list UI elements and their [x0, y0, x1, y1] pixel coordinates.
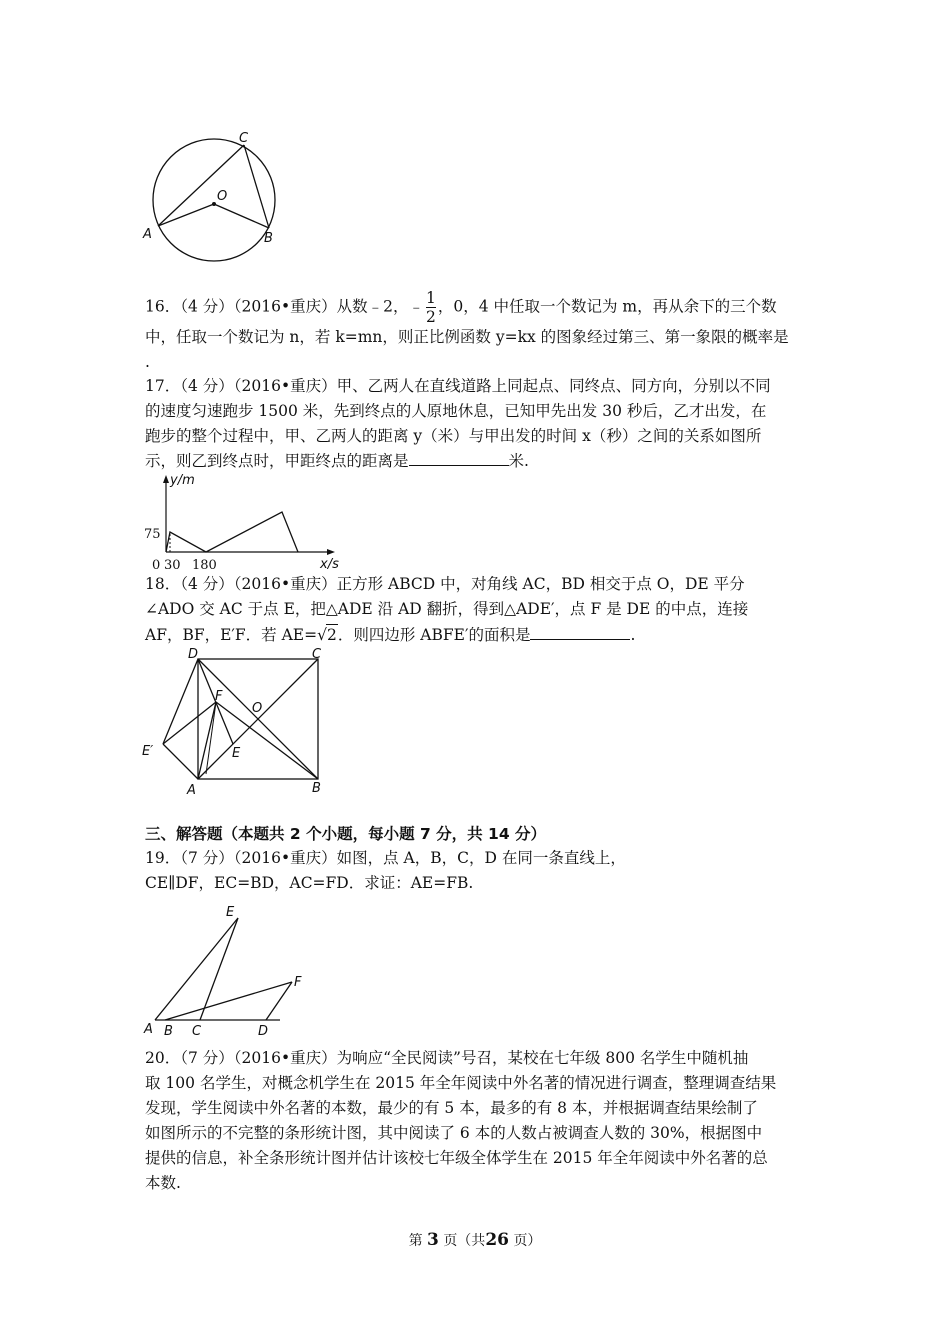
y-tick-75: 75	[144, 527, 161, 542]
fraction-one-half: $\frac{1}{2}$	[425, 289, 436, 326]
q18-line2: ∠ADO 交 AC 于点 E，把△ADE 沿 AD 翻折，得到△ADE′，点 F 是 DE 的中点，连接	[145, 600, 749, 618]
label-c: C	[192, 1024, 202, 1039]
page-total: 26	[485, 1230, 509, 1250]
label-e-prime: E′	[142, 744, 154, 759]
q20-line2: 取 100 名学生，对概念机学生在 2015 年全年阅读中外名著的情况进行调查，整理调查结果	[145, 1074, 777, 1092]
figure-q18-square	[140, 644, 340, 804]
segment-de1	[163, 659, 198, 744]
segment-fd	[266, 982, 292, 1020]
label-e: E	[226, 905, 235, 920]
segment-ec	[200, 918, 238, 1020]
q19-line2: CE∥DF，EC=BD，AC=FD．求证：AE=FB.	[145, 874, 474, 892]
page-number: 3	[427, 1230, 439, 1250]
label-b: B	[164, 1024, 173, 1039]
q18-line1: 18．（4 分）（2016•重庆）正方形 ABCD 中，对角线 AC，BD 相交于点 O，DE 平分	[145, 575, 745, 593]
circle-o	[153, 139, 275, 261]
segment-ae	[155, 918, 238, 1020]
q19-line1: 19．（7 分）（2016•重庆）如图，点 A，B，C，D 在同一条直线上，	[145, 849, 626, 867]
figure-q17-graph	[140, 472, 340, 572]
label-e: E	[232, 746, 241, 761]
label-o: O	[217, 189, 228, 204]
label-a: A	[187, 783, 196, 798]
q20-line3: 发现，学生阅读中外名著的本数，最少的有 5 本，最多的有 8 本，并根据调查结果绘制了	[145, 1099, 758, 1117]
label-f: F	[215, 689, 223, 704]
x-tick-30: 30	[164, 558, 181, 573]
label-d: D	[188, 647, 199, 662]
x-axis-label: x/s	[320, 557, 339, 572]
radius-oa	[158, 204, 214, 226]
section-title: 三、解答题（本题共 2 个小题，每小题 7 分，共 14 分）	[145, 825, 547, 843]
label-c: C	[312, 647, 322, 662]
page-footer: 第 3 页（共26 页）	[408, 1230, 542, 1250]
q17-line2: 的速度匀速跑步 1500 米，先到终点的人原地休息，已知甲先出发 30 秒后，乙才出发，在	[145, 402, 767, 420]
y-axis-label: y/m	[170, 473, 195, 488]
chord-cb	[244, 145, 269, 228]
q16-line1: 16．（4 分）（2016•重庆）从数﹣2，﹣ $\frac{1}{2}$ ，0，4 中任取一个数记为 m，再从余下的三个数	[145, 289, 777, 326]
q18-line3: AF，BF，E′F．若 AE=√2．则四边形 ABFE′的面积是 .	[145, 626, 636, 644]
q16-line2: 中，任取一个数记为 n，若 k=mn，则正比例函数 y=kx 的图象经过第三、第一象限的概率是	[145, 328, 789, 346]
figure-q15-circle	[140, 128, 290, 268]
y-axis-arrow	[163, 475, 169, 483]
q20-line6: 本数.	[145, 1174, 181, 1192]
q17-line4: 示，则乙到终点时，甲距终点的距离是 米.	[145, 452, 529, 470]
radius-ob	[214, 204, 269, 228]
q20-line4: 如图所示的不完整的条形统计图，其中阅读了 6 本的人数占被调查人数的 30%，根据图中	[145, 1124, 763, 1142]
label-c: C	[239, 131, 249, 146]
segment-e1a	[163, 744, 198, 779]
label-d: D	[258, 1024, 269, 1039]
center-point	[212, 202, 216, 206]
q17-line3: 跑步的整个过程中，甲、乙两人的距离 y（米）与甲出发的时间 x（秒）之间的关系如图所	[145, 427, 762, 445]
answer-blank-q18	[530, 625, 630, 640]
q16-line3: .	[145, 353, 150, 371]
label-a: A	[144, 1022, 153, 1037]
sqrt-radicand: 2	[327, 626, 337, 644]
distance-curve	[166, 512, 298, 552]
q20-line5: 提供的信息，补全条形统计图并估计该校七年级全体学生在 2015 年全年阅读中外名著的总	[145, 1149, 768, 1167]
figure-q19-triangles	[140, 900, 330, 1040]
segment-bf	[165, 982, 292, 1020]
label-f: F	[294, 975, 302, 990]
x-tick-180: 180	[192, 558, 217, 573]
label-a: A	[143, 227, 152, 242]
q17-line1: 17．（4 分）（2016•重庆）甲、乙两人在直线道路上同起点、同终点、同方向，分别以不同	[145, 377, 771, 395]
origin-label: 0	[152, 558, 161, 573]
answer-blank-q17	[409, 451, 509, 466]
label-b: B	[264, 231, 273, 246]
label-b: B	[312, 781, 321, 796]
q20-line1: 20．（7 分）（2016•重庆）为响应“全民阅读”号召，某校在七年级 800 名学生中随机抽	[145, 1049, 749, 1067]
label-o: O	[252, 701, 263, 716]
x-axis-arrow	[327, 549, 335, 555]
